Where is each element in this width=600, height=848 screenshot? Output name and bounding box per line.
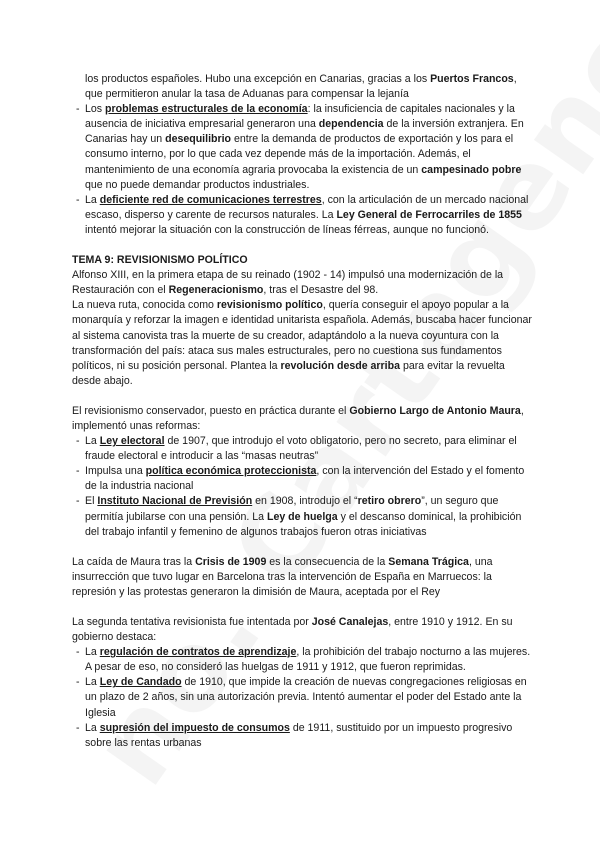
intro-paragraph: los productos españoles. Hubo una excepción en Canarias, gracias a los Puertos Francos, que permitieron anular la tasa de Aduanas para compensar la lejanía <box>85 73 517 101</box>
document-page <box>72 72 532 751</box>
economy-problems-list <box>72 102 532 238</box>
list-item: - La deficiente red de comunicaciones terrestres, con la articulación de un mercado nacional escaso, disperso y carente de recursos naturales. La Ley General de Ferrocarriles de 1855 intentó mejorar la situación con la construcción de líneas férreas, aunque no funcionó. <box>72 193 532 238</box>
list-item: - El Instituto Nacional de Previsión en 1908, introdujo el “retiro obrero”, un seguro que permitía jubilarse con una pensión. La Ley de huelga y el descanso dominical, la prohibición del trabajo infantil y femenino de algunos trabajos fueron otras iniciativas <box>72 494 532 539</box>
section-heading: TEMA 9: REVISIONISMO POLÍTICO <box>72 254 248 267</box>
maura-reforms-list <box>72 434 532 540</box>
list-item: - Impulsa una política económica proteccionista, con la intervención del Estado y el fomento de la industria nacional <box>72 464 532 494</box>
paragraph-crisis: La caída de Maura tras la Crisis de 1909 es la consecuencia de la Semana Trágica, una insurrección que tuvo lugar en Barcelona tras la intervención de España en Marruecos: la represión y las protestas generaron la dimisión de Maura, aceptada por el Rey <box>72 555 493 598</box>
paragraph-maura: El revisionismo conservador, puesto en práctica durante el Gobierno Largo de Antonio Maura, implementó unas reformas: <box>72 404 524 432</box>
list-item: - Los problemas estructurales de la economía: la insuficiencia de capitales nacionales y la ausencia de iniciativa empresarial generaron una dependencia de la inversión extranjera. En Canarias hay un desequilibrio entre la demanda de productos de exportación y los para el consumo interno, por lo que cada vez depende más de la importación. Además, el mantenimiento de una economía agraria provocaba la existencia de un campesinado pobre que no puede demandar productos industriales. <box>72 102 532 193</box>
paragraph-nueva-ruta: La nueva ruta, conocida como revisionismo político, quería conseguir el apoyo popular a la monarquía y reforzar la imagen e identidad unitarista española. Además, buscaba hacer funcionar al sistema canovista tras la muerte de su creador, adaptándolo a la nueva coyuntura con la transformación del país: ataca sus males estructurales, pero no cuestiona sus fundamentos políticos, ni su posición personal. Plantea la revolución desde arriba para evitar la revuelta desde abajo. <box>72 299 532 387</box>
list-item: - La Ley electoral de 1907, que introdujo el voto obligatorio, pero no secreto, para eliminar el fraude electoral e introducir a las “masas neutras” <box>72 434 532 464</box>
list-item: - La supresión del impuesto de consumos de 1911, sustituido por un impuesto progresivo sobre las rentas urbanas <box>72 721 532 751</box>
list-item: - La regulación de contratos de aprendizaje, la prohibición del trabajo nocturno a las mujeres. A pesar de eso, no consideró las huelgas de 1911 y 1912, que fueron reprimidas. <box>72 645 532 675</box>
canalejas-reforms-list <box>72 645 532 751</box>
paragraph-alfonso: Alfonso XIII, en la primera etapa de su reinado (1902 - 14) impulsó una modernización de la Restauración con el Regeneracionismo, tras el Desastre del 98. <box>72 269 504 297</box>
list-item: - La Ley de Candado de 1910, que impide la creación de nuevas congregaciones religiosas en un plazo de 2 años, sin una autorización previa. Intentó aumentar el poder del Estado ante la Iglesia <box>72 675 532 720</box>
paragraph-canalejas: La segunda tentativa revisionista fue intentada por José Canalejas, entre 1910 y 1912. En su gobierno destaca: <box>72 616 513 644</box>
